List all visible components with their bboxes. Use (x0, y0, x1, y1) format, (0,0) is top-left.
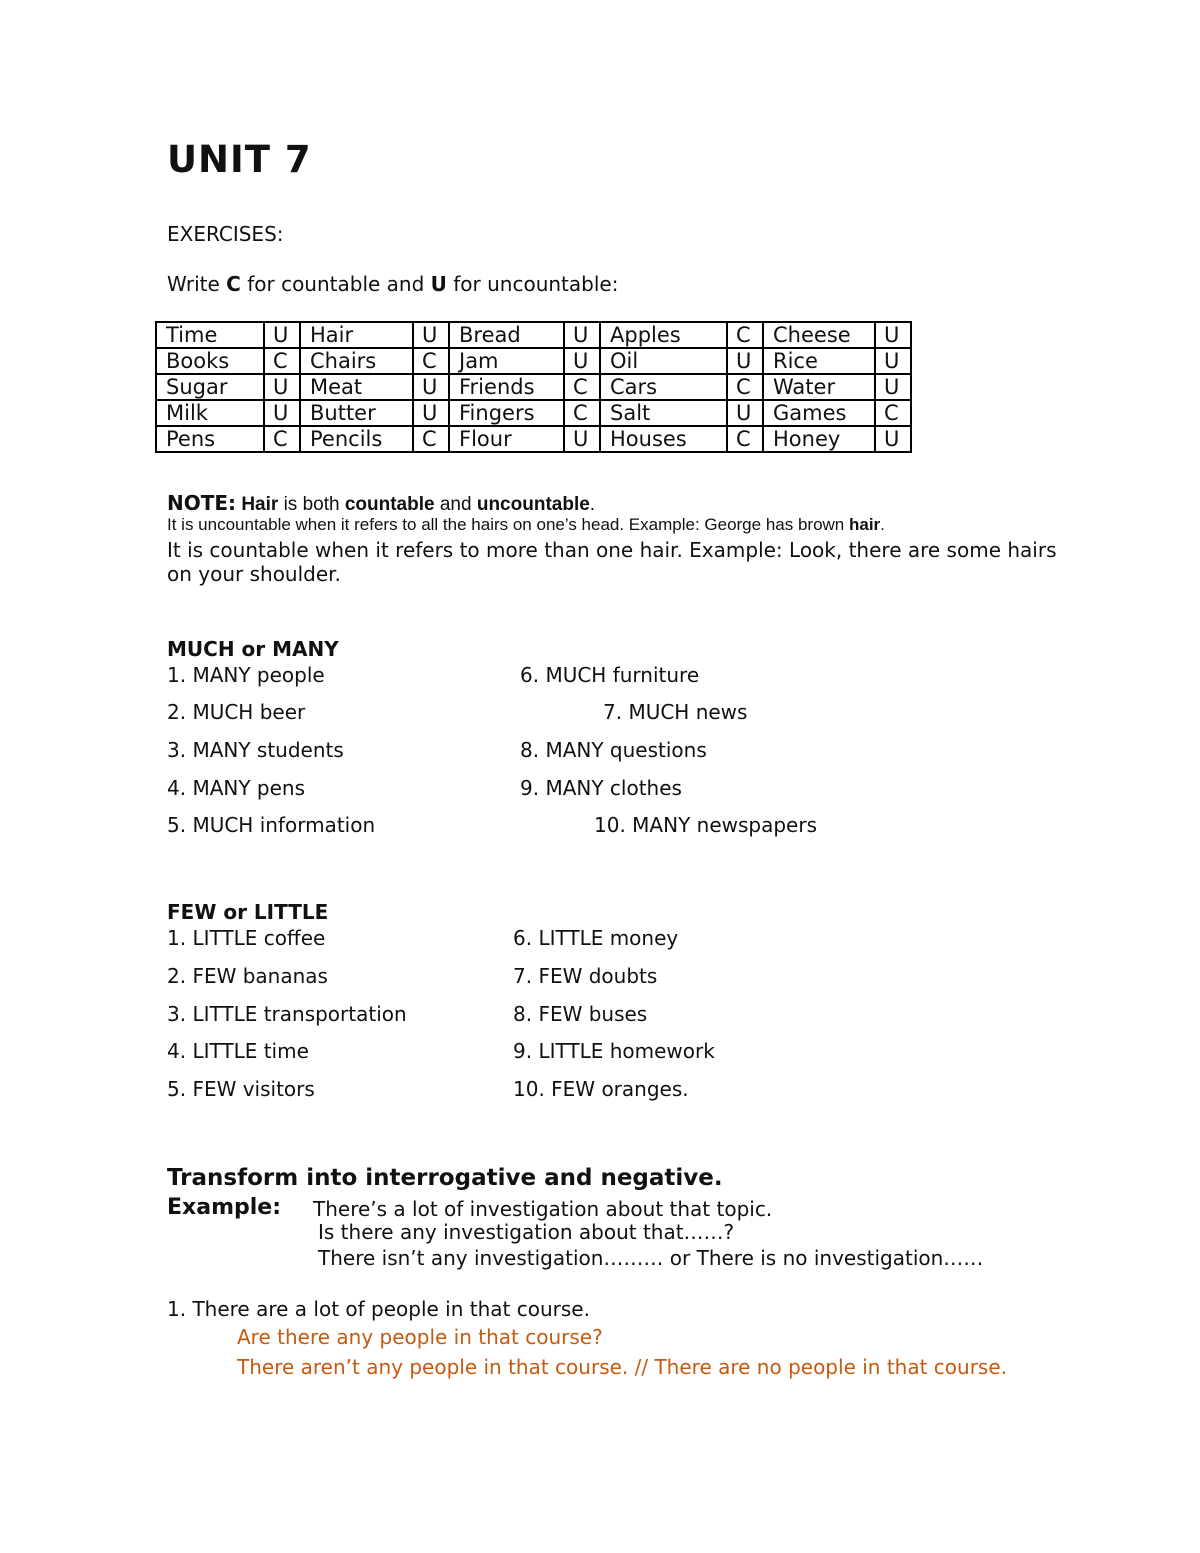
instruction-prefix: Write (167, 272, 227, 296)
noun-cell: Games (763, 400, 875, 426)
note-t2: and (434, 494, 477, 515)
answer-1-interrogative: Are there any people in that course? (237, 1325, 603, 1349)
answer-cell: U (875, 348, 911, 374)
instruction-suffix: for uncountable: (446, 272, 619, 296)
answer-cell: C (264, 348, 300, 374)
table-row (156, 374, 911, 400)
much-many-item: 5. MUCH information (167, 813, 376, 837)
note-line-2 (167, 515, 885, 535)
note-line2-text: It is uncountable when it refers to all the hairs on one’s head. Example: George has brown (167, 515, 849, 534)
answer-cell: U (727, 348, 763, 374)
answer-cell: U (264, 374, 300, 400)
noun-cell: Cars (600, 374, 727, 400)
table-row (156, 426, 911, 452)
few-little-item: 5. FEW visitors (167, 1077, 315, 1101)
few-little-item: 9. LITTLE homework (513, 1039, 715, 1063)
answer-cell: U (564, 322, 600, 348)
answer-cell: U (413, 322, 449, 348)
much-many-item: 6. MUCH furniture (520, 663, 700, 687)
answer-cell: U (727, 400, 763, 426)
instruction-c: C (226, 272, 241, 296)
answer-cell: C (727, 426, 763, 452)
answer-cell: U (413, 374, 449, 400)
instruction-u: U (430, 272, 447, 296)
answer-cell: U (564, 348, 600, 374)
noun-cell: Hair (300, 322, 413, 348)
much-many-item: 8. MANY questions (520, 738, 707, 762)
noun-cell: Friends (449, 374, 564, 400)
exercises-label: EXERCISES: (167, 222, 284, 246)
answer-1-negative: There aren’t any people in that course. // There are no people in that course. (237, 1355, 1007, 1379)
much-many-item: 1. MANY people (167, 663, 325, 687)
answer-cell: C (564, 400, 600, 426)
few-little-item: 6. LITTLE money (513, 926, 679, 950)
much-many-item: 10. MANY newspapers (594, 813, 817, 837)
example-sentence-3: There isn’t any investigation……… or There is no investigation…… (318, 1246, 984, 1270)
much-many-item: 3. MANY students (167, 738, 344, 762)
noun-cell: Bread (449, 322, 564, 348)
example-sentence-2: Is there any investigation about that……? (318, 1220, 735, 1244)
noun-cell: Milk (156, 400, 264, 426)
transform-heading: Transform into interrogative and negative. (167, 1165, 723, 1191)
instruction-middle: for countable and (240, 272, 431, 296)
answer-cell: U (875, 426, 911, 452)
noun-cell: Fingers (449, 400, 564, 426)
answer-cell: C (727, 374, 763, 400)
note-line-4: on your shoulder. (167, 562, 341, 586)
answer-cell: C (413, 348, 449, 374)
table-row (156, 400, 911, 426)
noun-cell: Houses (600, 426, 727, 452)
note-label: NOTE: (167, 491, 237, 515)
few-little-item: 8. FEW buses (513, 1002, 648, 1026)
much-many-item: 9. MANY clothes (520, 776, 682, 800)
answer-cell: U (264, 400, 300, 426)
note-line-1 (167, 491, 595, 516)
answer-cell: U (875, 322, 911, 348)
answer-cell: U (264, 322, 300, 348)
answer-cell: C (564, 374, 600, 400)
few-little-item: 2. FEW bananas (167, 964, 328, 988)
much-many-item: 4. MANY pens (167, 776, 306, 800)
noun-cell: Cheese (763, 322, 875, 348)
note-line2-end: . (880, 515, 885, 534)
noun-cell: Jam (449, 348, 564, 374)
answer-cell: U (564, 426, 600, 452)
few-little-item: 3. LITTLE transportation (167, 1002, 407, 1026)
unit-title: UNIT 7 (167, 138, 312, 181)
noun-cell: Apples (600, 322, 727, 348)
much-many-item: 2. MUCH beer (167, 700, 306, 724)
answer-cell: C (875, 400, 911, 426)
note-t1: is both (278, 494, 345, 515)
few-little-item: 10. FEW oranges. (513, 1077, 689, 1101)
note-line-3: It is countable when it refers to more than one hair. Example: Look, there are some hairs (167, 538, 1057, 562)
table-row (156, 322, 911, 348)
note-line2-bold: hair (848, 515, 881, 534)
answer-cell: C (413, 426, 449, 452)
noun-cell: Books (156, 348, 264, 374)
noun-cell: Flour (449, 426, 564, 452)
much-many-heading: MUCH or MANY (167, 637, 339, 661)
noun-cell: Chairs (300, 348, 413, 374)
noun-cell: Time (156, 322, 264, 348)
few-little-item: 7. FEW doubts (513, 964, 658, 988)
noun-cell: Oil (600, 348, 727, 374)
example-label: Example: (167, 1195, 281, 1220)
note-t3: . (589, 494, 596, 515)
answer-cell: U (875, 374, 911, 400)
noun-cell: Honey (763, 426, 875, 452)
answer-cell: C (264, 426, 300, 452)
few-little-item: 4. LITTLE time (167, 1039, 309, 1063)
countable-table (155, 321, 912, 453)
table-row (156, 348, 911, 374)
answer-cell: U (413, 400, 449, 426)
noun-cell: Sugar (156, 374, 264, 400)
noun-cell: Meat (300, 374, 413, 400)
note-countable: countable (344, 494, 435, 515)
example-sentence-1: There’s a lot of investigation about that topic. (313, 1197, 773, 1221)
note-uncountable: uncountable (476, 494, 590, 515)
answer-cell: C (727, 322, 763, 348)
noun-cell: Pencils (300, 426, 413, 452)
noun-cell: Butter (300, 400, 413, 426)
few-little-item: 1. LITTLE coffee (167, 926, 326, 950)
instruction-text (167, 272, 618, 296)
noun-cell: Rice (763, 348, 875, 374)
example-row (167, 1195, 773, 1221)
note-word: Hair (241, 494, 279, 515)
noun-cell: Pens (156, 426, 264, 452)
noun-cell: Water (763, 374, 875, 400)
few-little-heading: FEW or LITTLE (167, 900, 329, 924)
much-many-item: 7. MUCH news (603, 700, 748, 724)
question-1: 1. There are a lot of people in that course. (167, 1297, 590, 1321)
noun-cell: Salt (600, 400, 727, 426)
